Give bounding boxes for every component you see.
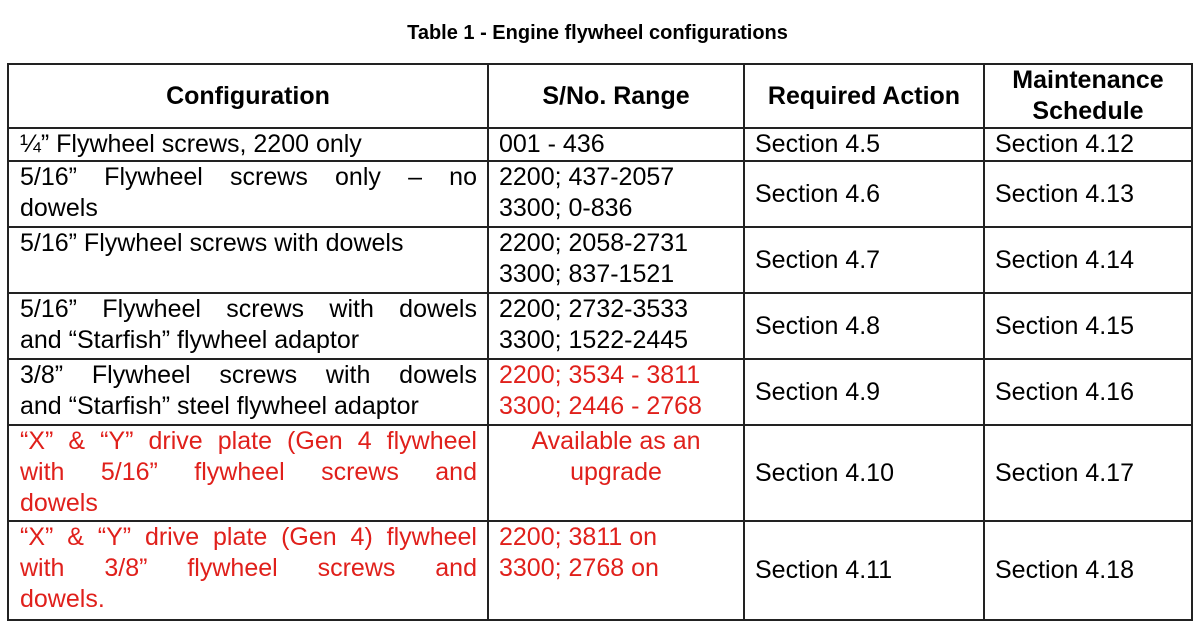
sn-line: 3300; 2768 on bbox=[499, 554, 659, 582]
required-action-cell: Section 4.11 bbox=[744, 521, 984, 620]
config-line: “X” & “Y” drive plate (Gen 4) flywheel bbox=[20, 523, 477, 551]
sn-line: 2200; 2058-2731 bbox=[499, 229, 689, 257]
config-line: and “Starfish” flywheel adaptor bbox=[20, 326, 360, 354]
table-row bbox=[8, 227, 1192, 293]
config-line: 5/16” Flywheel screws only – no bbox=[20, 163, 477, 191]
maintenance-schedule-cell: Section 4.16 bbox=[984, 359, 1192, 425]
config-cell bbox=[8, 521, 488, 620]
maintenance-schedule-cell: Section 4.12 bbox=[984, 128, 1192, 161]
config-line: 3/8” Flywheel screws with dowels bbox=[20, 361, 477, 389]
config-cell bbox=[8, 425, 488, 521]
table-row bbox=[8, 521, 1192, 620]
sn-range-cell bbox=[488, 425, 744, 521]
config-cell bbox=[8, 227, 488, 293]
sn-range-cell bbox=[488, 359, 744, 425]
sn-line: 3300; 1522-2445 bbox=[499, 326, 689, 354]
required-action-cell: Section 4.9 bbox=[744, 359, 984, 425]
sn-line: 001 - 436 bbox=[499, 130, 605, 158]
header-configuration: Configuration bbox=[8, 64, 488, 128]
sn-line: 2200; 2732-3533 bbox=[499, 295, 689, 323]
sn-line: 2200; 437-2057 bbox=[499, 163, 675, 191]
flywheel-config-table bbox=[7, 63, 1193, 621]
table-title: Table 1 - Engine flywheel configurations bbox=[407, 22, 788, 44]
sn-line: upgrade bbox=[570, 458, 662, 486]
config-line: 5/16” Flywheel screws with dowels bbox=[20, 229, 404, 257]
header-row bbox=[8, 64, 1192, 128]
config-line: dowels bbox=[20, 194, 98, 222]
maintenance-schedule-cell: Section 4.13 bbox=[984, 161, 1192, 227]
table-row bbox=[8, 161, 1192, 227]
sn-range-cell bbox=[488, 521, 744, 620]
header-maintenance-schedule bbox=[984, 64, 1192, 128]
sn-range-cell bbox=[488, 227, 744, 293]
header-maintenance-line2: Schedule bbox=[1032, 97, 1144, 125]
config-line: “X” & “Y” drive plate (Gen 4 flywheel bbox=[20, 427, 477, 455]
config-cell bbox=[8, 161, 488, 227]
sn-line: 2200; 3534 - 3811 bbox=[499, 361, 701, 389]
config-line: dowels. bbox=[20, 585, 105, 613]
sn-range-cell bbox=[488, 128, 744, 161]
sn-line: 3300; 837-1521 bbox=[499, 260, 675, 288]
sn-range-cell bbox=[488, 293, 744, 359]
maintenance-schedule-cell: Section 4.17 bbox=[984, 425, 1192, 521]
header-required-action: Required Action bbox=[744, 64, 984, 128]
sn-line: 3300; 2446 - 2768 bbox=[499, 392, 702, 420]
table-row bbox=[8, 359, 1192, 425]
table-row bbox=[8, 425, 1192, 521]
required-action-cell: Section 4.5 bbox=[744, 128, 984, 161]
config-cell bbox=[8, 293, 488, 359]
table-row bbox=[8, 128, 1192, 161]
maintenance-schedule-cell: Section 4.15 bbox=[984, 293, 1192, 359]
required-action-cell: Section 4.8 bbox=[744, 293, 984, 359]
config-line: and “Starfish” steel flywheel adaptor bbox=[20, 392, 419, 420]
sn-range-cell bbox=[488, 161, 744, 227]
sn-line: 3300; 0-836 bbox=[499, 194, 633, 222]
config-cell bbox=[8, 359, 488, 425]
required-action-cell: Section 4.6 bbox=[744, 161, 984, 227]
config-line: with 3/8” flywheel screws and bbox=[20, 554, 477, 582]
config-line: ¼” Flywheel screws, 2200 only bbox=[20, 130, 362, 158]
maintenance-schedule-cell: Section 4.14 bbox=[984, 227, 1192, 293]
sn-line: 2200; 3811 on bbox=[499, 523, 658, 551]
required-action-cell: Section 4.10 bbox=[744, 425, 984, 521]
table-row bbox=[8, 293, 1192, 359]
header-sn-range: S/No. Range bbox=[488, 64, 744, 128]
config-cell bbox=[8, 128, 488, 161]
required-action-cell: Section 4.7 bbox=[744, 227, 984, 293]
header-maintenance-line1: Maintenance bbox=[1012, 66, 1164, 94]
config-line: dowels bbox=[20, 489, 98, 517]
config-line: 5/16” Flywheel screws with dowels bbox=[20, 295, 477, 323]
sn-line: Available as an bbox=[531, 427, 701, 455]
maintenance-schedule-cell: Section 4.18 bbox=[984, 521, 1192, 620]
config-line: with 5/16” flywheel screws and bbox=[20, 458, 477, 486]
